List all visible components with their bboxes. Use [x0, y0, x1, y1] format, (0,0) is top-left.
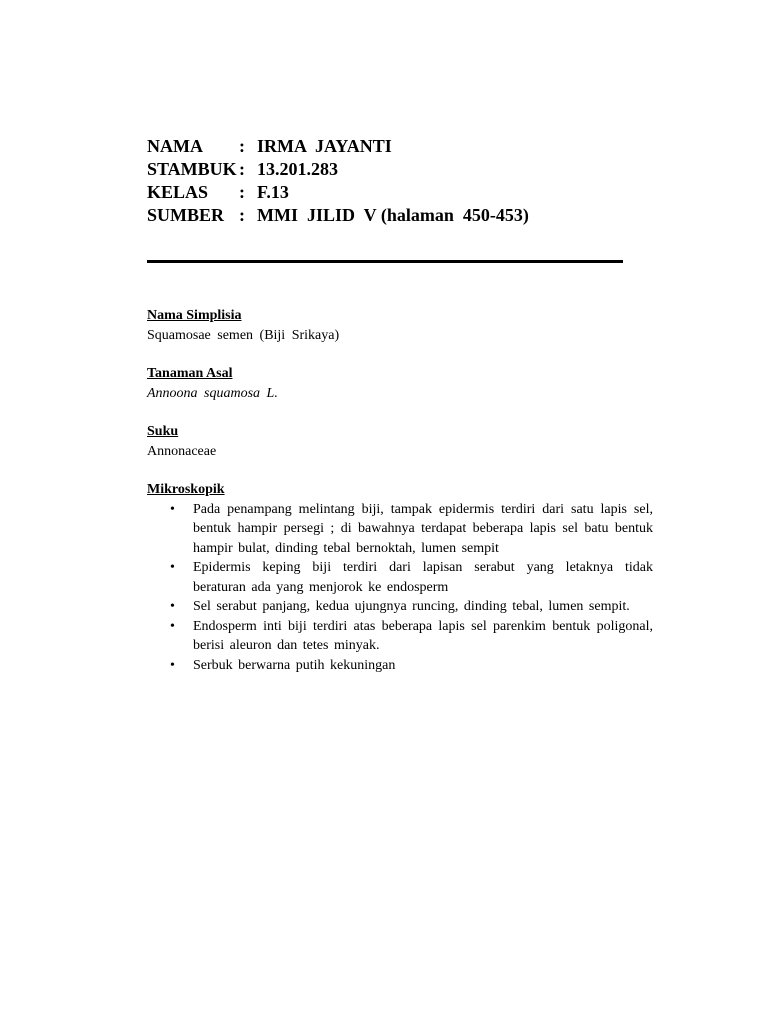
- list-item-text: Sel serabut panjang, kedua ujungnya runcing, dinding tebal, lumen sempit.: [193, 599, 630, 614]
- section-text: Squamosae semen (Biji Srikaya): [147, 327, 340, 343]
- header-key: SUMBER: [147, 205, 225, 225]
- header-separator: :: [239, 159, 245, 179]
- bullet-icon: •: [170, 560, 175, 575]
- header-row-stambuk: [147, 158, 529, 181]
- header-row-nama: [147, 135, 529, 158]
- header-value: MMI JILID V (halaman 450-453): [257, 205, 529, 225]
- header-row-kelas: [147, 181, 529, 204]
- bullet-icon: •: [170, 618, 175, 634]
- section-heading: Tanaman Asal: [147, 366, 233, 381]
- header-value: IRMA JAYANTI: [257, 136, 392, 156]
- list-item: [147, 558, 653, 597]
- header-separator: :: [239, 182, 245, 202]
- document-body: [147, 306, 667, 694]
- header-key: NAMA: [147, 136, 203, 156]
- header-key: STAMBUK: [147, 159, 237, 179]
- section-nama-simplisia: [147, 306, 667, 345]
- list-item: [147, 597, 653, 617]
- bullet-icon: •: [170, 657, 175, 673]
- identity-header: [147, 135, 529, 227]
- list-item: [147, 500, 653, 559]
- list-item: [147, 617, 653, 656]
- header-row-sumber: [147, 204, 529, 227]
- list-item: [147, 656, 653, 676]
- bullet-icon: •: [170, 501, 175, 517]
- section-heading: Suku: [147, 424, 179, 439]
- bullet-icon: •: [170, 599, 175, 614]
- list-item-text: Epidermis keping biji terdiri dari lapisan serabut yang letaknya tidak beraturan ada yang menjorok ke endosperm: [193, 560, 653, 595]
- section-text: Annoona squamosa L.: [147, 385, 278, 401]
- section-heading: Nama Simplisia: [147, 308, 242, 323]
- section-tanaman-asal: [147, 364, 667, 403]
- section-text: Annonaceae: [147, 443, 217, 459]
- section-heading: Mikroskopik: [147, 482, 225, 497]
- list-item-text: Serbuk berwarna putih kekuningan: [193, 657, 396, 673]
- list-item-text: Pada penampang melintang biji, tampak epidermis terdiri dari satu lapis sel, bentuk hampir persegi ; di bawahnya terdapat beberapa lapis sel batu bentuk hampir bulat, dinding tebal bernoktah, lumen sempit: [193, 501, 653, 556]
- section-mikroskopik: [147, 480, 667, 675]
- horizontal-divider: [147, 260, 623, 263]
- list-item-text: Endosperm inti biji terdiri atas beberapa lapis sel parenkim bentuk poligonal, berisi aleuron dan tetes minyak.: [193, 618, 653, 653]
- bullet-list: [147, 500, 667, 676]
- header-value: 13.201.283: [257, 159, 338, 179]
- section-suku: [147, 422, 667, 461]
- header-value: F.13: [257, 182, 289, 202]
- header-key: KELAS: [147, 182, 209, 202]
- header-separator: :: [239, 205, 245, 225]
- header-separator: :: [239, 136, 245, 156]
